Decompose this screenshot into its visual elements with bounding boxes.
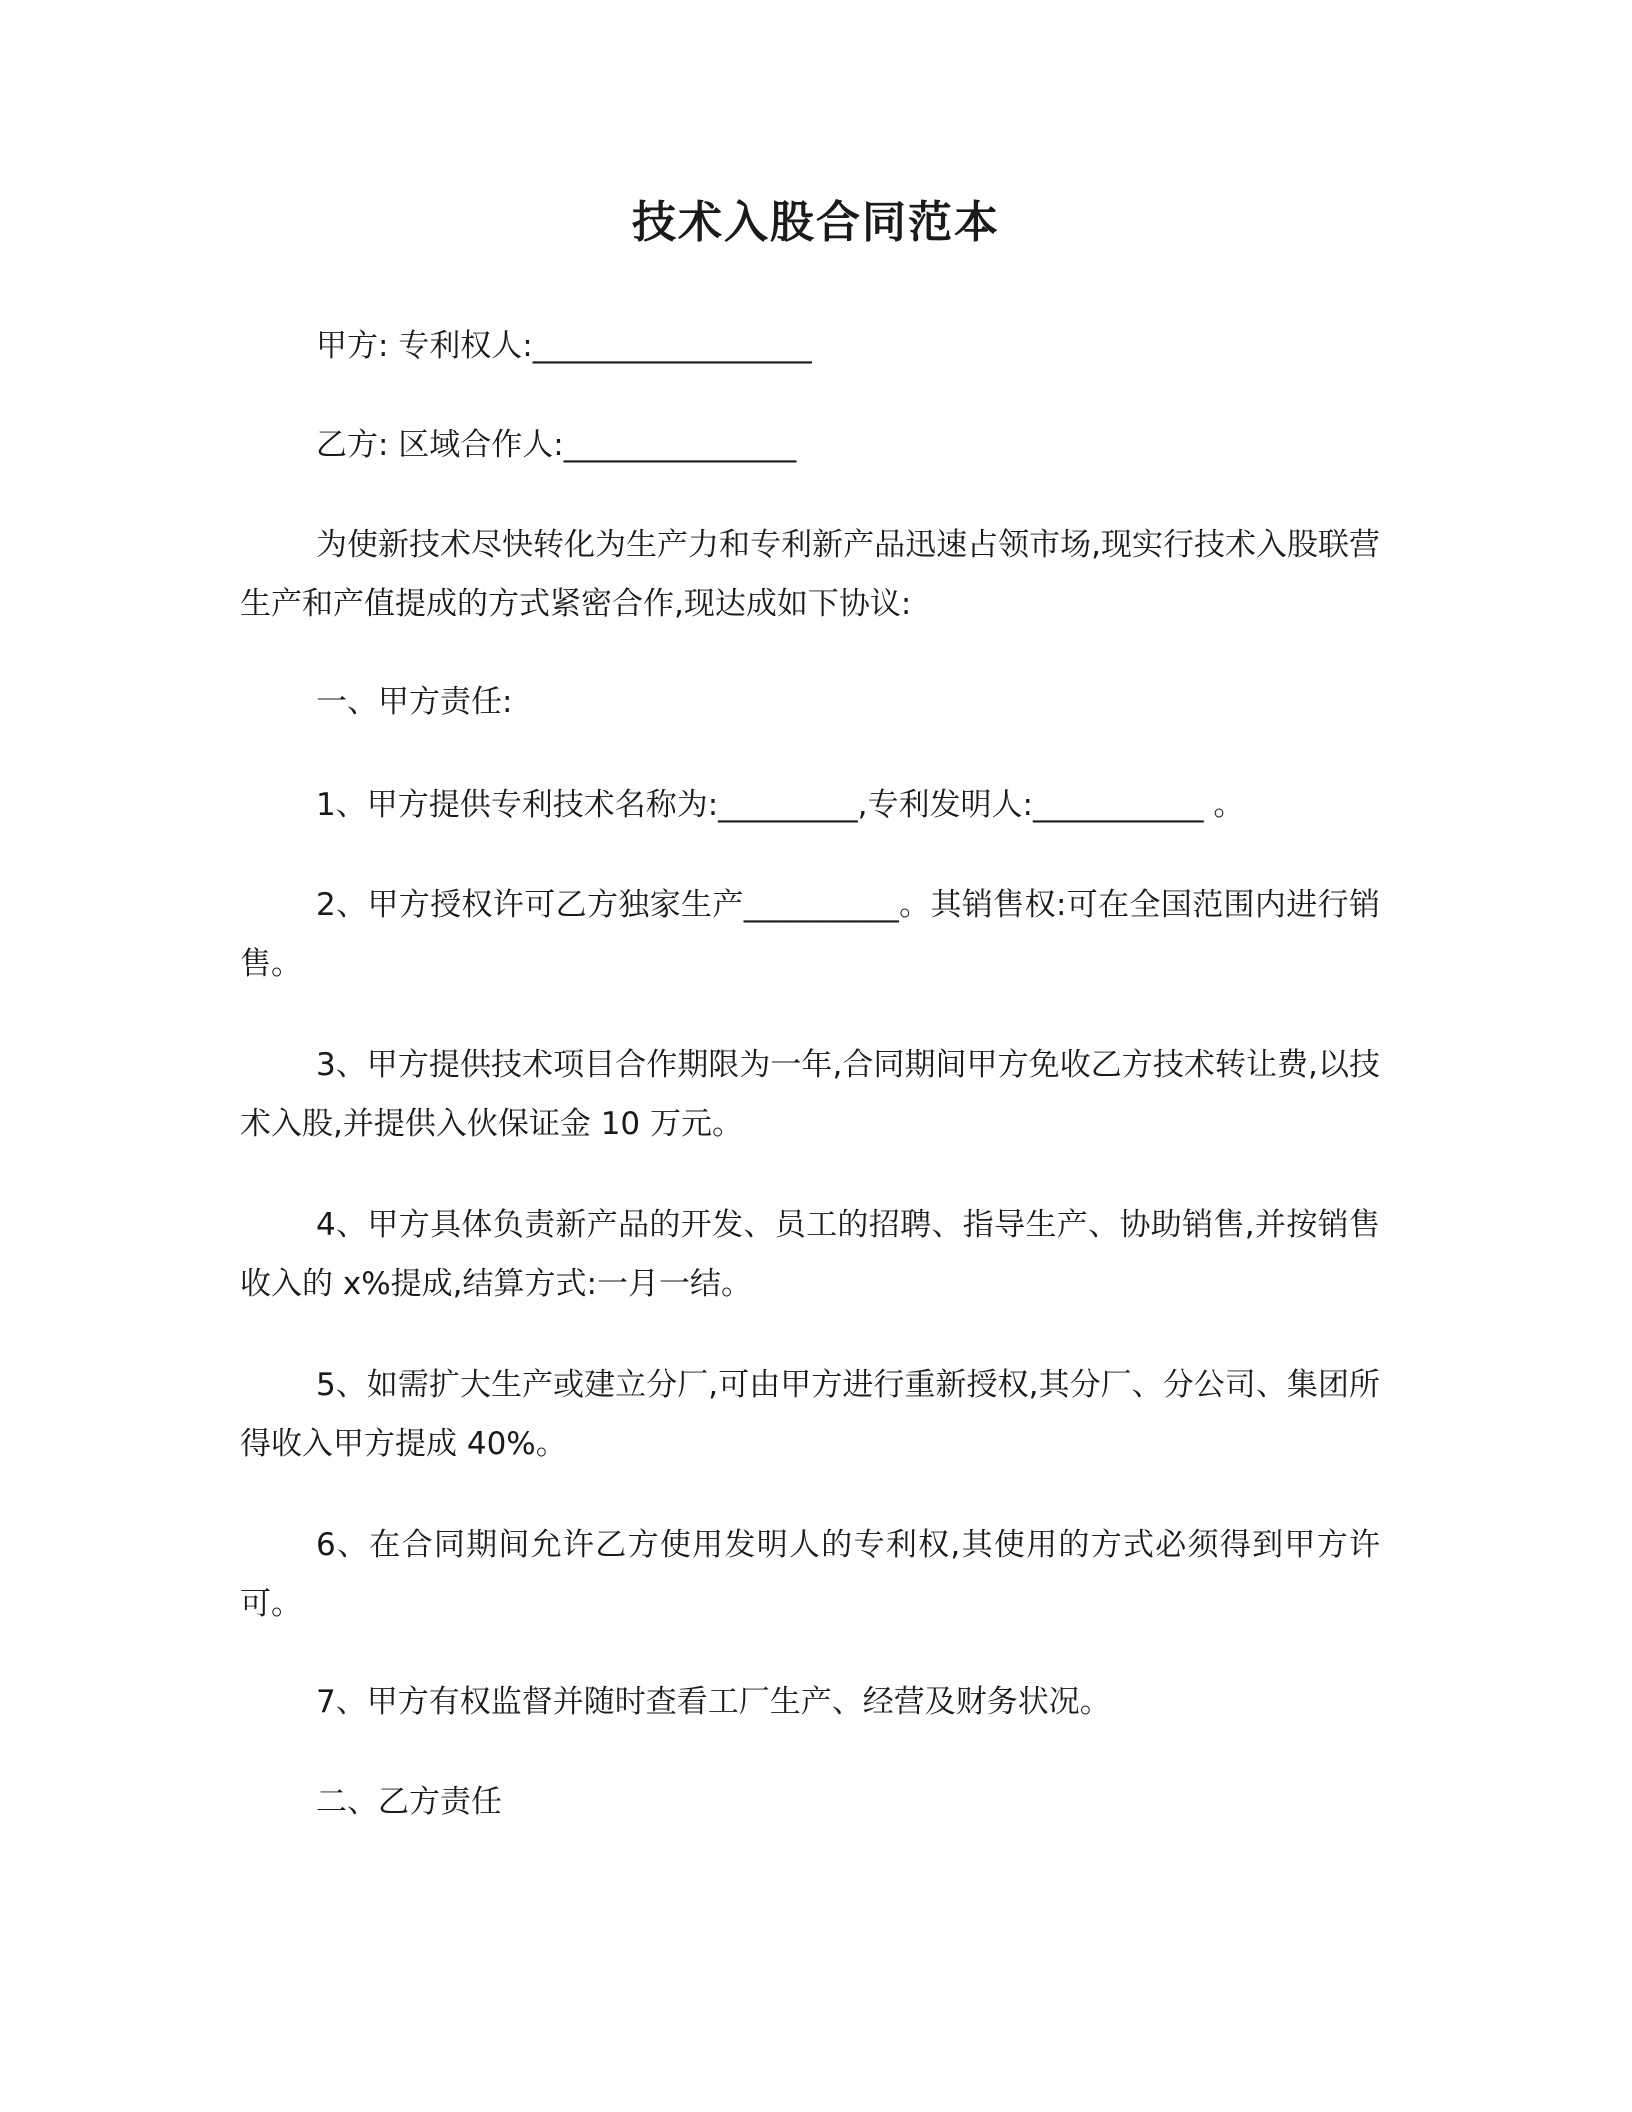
section-a-item-4: 4、甲方具体负责新产品的开发、员工的招聘、指导生产、协助销售,并按销售收入的 x%提成,结算方式:一月一结。: [240, 1207, 1380, 1302]
section-a-item-2: 2、甲方授权许可乙方独家生产__________。其销售权:可在全国范围内进行销售。: [240, 887, 1380, 982]
section-a-item-6: 6、在合同期间允许乙方使用发明人的专利权,其使用的方式必须得到甲方许可。: [240, 1527, 1380, 1622]
section-b-heading: 二、乙方责任: [316, 1784, 502, 1820]
document-title: 技术入股合同范本: [632, 197, 1000, 248]
preamble-paragraph: 为使新技术尽快转化为生产力和专利新产品迅速占领市场,现实行技术入股联营生产和产值提成的方式紧密合作,现达成如下协议:: [240, 527, 1380, 622]
party-b-line: 乙方: 区域合作人:_______________: [316, 427, 797, 463]
section-a-heading: 一、甲方责任:: [316, 684, 513, 720]
section-a-item-5: 5、如需扩大生产或建立分厂,可由甲方进行重新授权,其分厂、分公司、集团所得收入甲方提成 40%。: [240, 1367, 1380, 1462]
section-a-item-7: 7、甲方有权监督并随时查看工厂生产、经营及财务状况。: [316, 1684, 1111, 1720]
party-a-line: 甲方: 专利权人:__________________: [316, 328, 812, 364]
section-a-item-3: 3、甲方提供技术项目合作期限为一年,合同期间甲方免收乙方技术转让费,以技术入股,并提供入伙保证金 10 万元。: [240, 1047, 1380, 1142]
section-a-item-1: 1、甲方提供专利技术名称为:_________,专利发明人:___________ 。: [316, 787, 1245, 823]
